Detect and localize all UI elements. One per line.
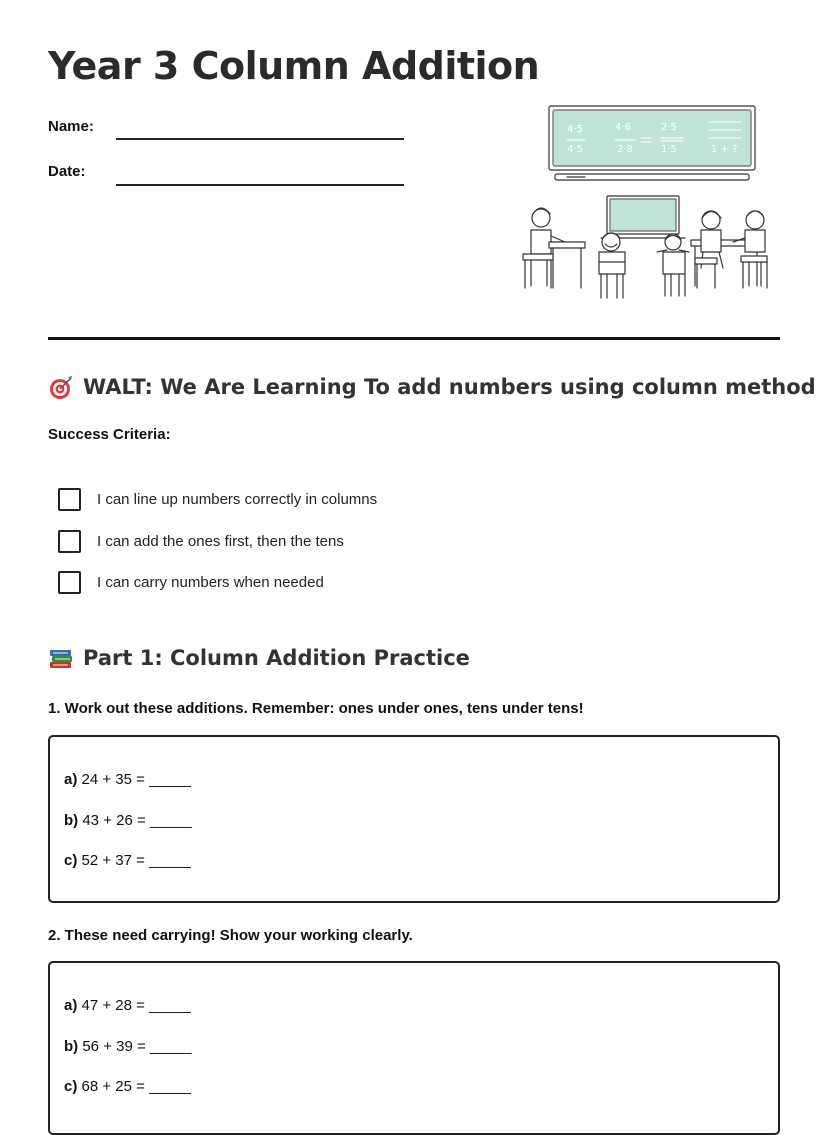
svg-text:4·6: 4·6 — [615, 122, 631, 133]
question-2-prompt: 2. These need carrying! Show your working clearly. — [48, 927, 413, 944]
criteria-item — [58, 530, 377, 553]
criteria-item — [58, 571, 377, 594]
name-write-line[interactable] — [116, 138, 404, 140]
svg-text:1·5: 1·5 — [661, 144, 677, 155]
svg-text:1 + ?: 1 + ? — [711, 144, 738, 155]
svg-text:4·5: 4·5 — [567, 124, 583, 135]
question-2-box — [48, 961, 780, 1135]
question-1-prompt: 1. Work out these additions. Remember: ones under ones, tens under tens! — [48, 700, 584, 717]
date-field — [48, 163, 86, 180]
target-icon — [48, 374, 74, 400]
question-item[interactable]: b) 43 + 26 = _____ — [64, 811, 192, 829]
question-item[interactable]: b) 56 + 39 = _____ — [64, 1037, 192, 1055]
books-icon — [48, 645, 74, 671]
part1-heading — [48, 645, 470, 671]
success-criteria-label: Success Criteria: — [48, 426, 171, 443]
name-label: Name: — [48, 118, 94, 135]
svg-text:2·5: 2·5 — [661, 122, 677, 133]
criteria-text: I can add the ones first, then the tens — [97, 532, 344, 550]
part1-heading-text: Part 1: Column Addition Practice — [83, 646, 470, 670]
criteria-item — [58, 488, 377, 511]
walt-heading — [48, 374, 816, 400]
date-write-line[interactable] — [116, 184, 404, 186]
svg-text:4·5: 4·5 — [567, 144, 583, 155]
divider — [48, 337, 780, 340]
question-item[interactable]: c) 52 + 37 = _____ — [64, 852, 191, 869]
question-item[interactable]: c) 68 + 25 = _____ — [64, 1078, 191, 1095]
date-label: Date: — [48, 163, 86, 180]
criteria-text: I can carry numbers when needed — [97, 574, 324, 591]
question-item[interactable]: a) 24 + 35 = _____ — [64, 771, 191, 788]
page-title: Year 3 Column Addition — [48, 44, 540, 88]
svg-text:2·8: 2·8 — [617, 144, 633, 155]
criteria-checkbox[interactable] — [58, 488, 81, 511]
criteria-checkbox[interactable] — [58, 571, 81, 594]
criteria-text: I can line up numbers correctly in columns — [97, 491, 378, 508]
question-item[interactable]: a) 47 + 28 = _____ — [64, 997, 191, 1014]
success-criteria-list — [58, 488, 377, 613]
question-1-box — [48, 735, 780, 903]
name-field — [48, 118, 94, 135]
walt-heading-text: WALT: We Are Learning To add numbers using column method — [83, 375, 816, 399]
criteria-checkbox[interactable] — [58, 530, 81, 553]
classroom-illustration — [515, 100, 777, 300]
